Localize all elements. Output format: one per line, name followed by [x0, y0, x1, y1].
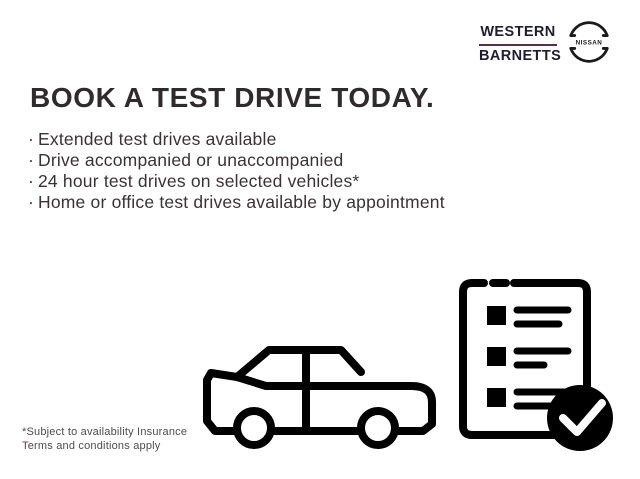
dealer-logo [479, 24, 562, 65]
list-item-text: 24 hour test drives on selected vehicles* [38, 171, 360, 191]
disclaimer-line: *Subject to availability Insurance [22, 426, 188, 438]
list-item [28, 150, 445, 171]
disclaimer-line: Terms and conditions apply [22, 439, 161, 452]
car-outline-icon [202, 341, 442, 451]
disclaimer [22, 426, 187, 453]
dealer-name-top: WESTERN [480, 24, 556, 40]
benefits-list [28, 129, 445, 213]
nissan-logo-icon [566, 19, 612, 65]
check-badge-icon [547, 385, 613, 451]
checklist-icon [450, 271, 618, 461]
list-item-text: Extended test drives available [38, 129, 277, 149]
rear-wheel-icon [361, 411, 395, 445]
dealer-logo-divider [479, 44, 557, 47]
front-wheel-icon [237, 411, 271, 445]
dealer-name-bottom: BARNETTS [479, 48, 562, 65]
list-item [28, 192, 445, 213]
bullet-glyph: · [28, 192, 35, 212]
bullet-glyph: · [28, 129, 35, 149]
bullet-glyph: · [28, 171, 35, 191]
nissan-wordmark: NISSAN [575, 40, 603, 47]
list-item-text: Home or office test drives available by appointment [38, 192, 445, 212]
list-item [28, 171, 445, 192]
page-title: BOOK A TEST DRIVE TODAY. [30, 82, 435, 113]
bullet-glyph: · [28, 150, 35, 170]
list-item [28, 129, 445, 150]
list-item-text: Drive accompanied or unaccompanied [38, 150, 344, 170]
